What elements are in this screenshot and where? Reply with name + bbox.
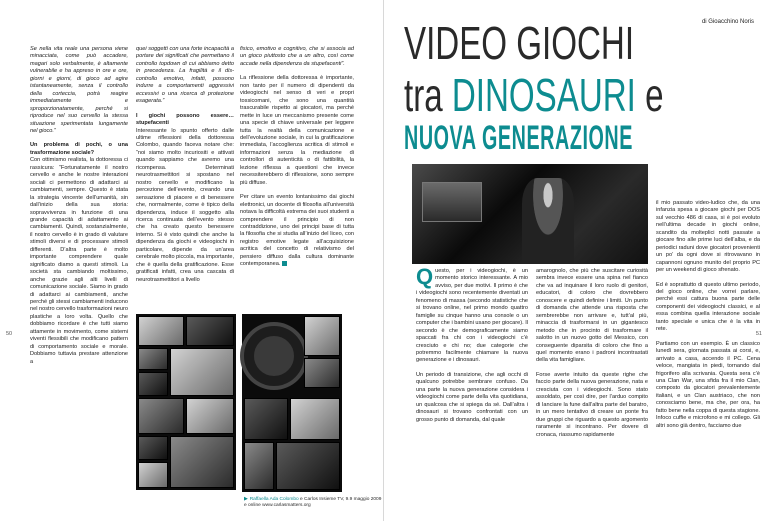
paragraph: Un periodo di transizione, che agli occhi di qualcuno potrebbe sembrare confuso. Da una parte la nuova generazione considera i videogiochi come parte della vita quotidiana, un qualcosa che si spiega da sé. Dall’altra i dinosauri si trovano confrontati con un grosso punto di domanda, dal quale [416, 371, 528, 423]
headset-image [244, 326, 304, 386]
drop-cap: Q [416, 268, 434, 289]
article-column-2 [136, 46, 234, 306]
caption-text: e Carlos Insieme TV, 9.9 maggio 2009 e online www.carlasmatters.org [244, 497, 382, 508]
paragraph: fisico, emotivo e cognitivo, che si associa ad un gioco piuttosto che a un altro, così come accade nella dipendenza da stupefacenti”. [240, 46, 354, 67]
paragraph: La riflessione della dottoressa è importante, non tanto per il numero di dipendenti da videogiochi nel senso di veri e propri tossicomani, che sono una quantità trascurabile rispetto ai giocatori, ma perché mette in luce un meccanismo presente come una specie di chiave universale per leggere tutta la realtà della comunicazione e dell’evoluzione sociale, in cui la gratificazione immediata, l’accoglienza acritica di stimoli e informazioni senza la mediazione di controllori di autenticità o di fattibilità, la lezione riflessa a questioni che invece necessiterebbero di riflessione, sono sempre più diffuse. [240, 75, 354, 186]
title-line-2 [404, 69, 664, 121]
caption-arrow-icon: ▶ [244, 497, 248, 502]
paragraph: amarognolo, che più che suscitare curiosità sembra invece essere una spina nel fianco che va ad inquinare il loro ruolo di genitori, educatori, di coloro che dovrebbero conoscere e quindi definire i limiti. Un punto di domanda che attende una risposta che sembrerebbe non arrivare e, tutt’al più, minaccia di trasformarsi in un gigantesco metodo che in procinto di trasformare il salotto in un nuovo gotto del Messico, con conseguente diparsita di coloro che fino a quel momento erano i padroni incontrastati della vita famigliare. [536, 268, 648, 364]
paragraph: Partiamo con un esempio. È un classico lunedì sera, giornata passata ai corsi, e, arrivato a casa, accendo il PC. Cena veloce, mangiata in piedi, tornando dal frigorifero alla scrivania. Questa sera c’è una Clan War, una sfida fra il mio Clan, composto da giocatori prevalentemente italiani, e un Clan austriaco, che non conosciamo bene, ma che, per ora, ha fatto bene nella coppa di questa stagione. Infoco cuffie e microfono e mi collego. Gli altri sono già dentro, facciamo due [656, 340, 760, 429]
person-image [522, 178, 574, 264]
right-page [384, 0, 768, 521]
title-line-3: NUOVA GENERAZIONE [404, 119, 633, 157]
end-mark-icon [282, 261, 287, 266]
title-word: tra [404, 69, 443, 121]
title-word: DINOSAURI [451, 69, 636, 121]
photo-collage-right [242, 314, 342, 492]
paragraph [240, 194, 354, 269]
photo-caption [244, 497, 383, 509]
article-column-6 [656, 200, 760, 514]
article-column-5 [536, 268, 648, 514]
paragraph: Interessante lo spunto offerto dalle ultime riflessioni della dottoressa Colombo, quando faceva notare che: “noi siamo molto incuriositi e attivati quando sappiamo che avremo una ricompensa. Determinati neurotrasmettitori si spostano nel nostro cervello e modificano la percezione dell’evento, creando una sensazione di piacere e di benessere che, normalmente, come è tipico della dipendenza, induce il soggetto alla ricerca continuata dell’evento stesso che ha creato questo benessere interno. Si è visto quindi che anche la dipendenza da giochi e videogiochi in particolare, dipende da un’area cerebrale molto piccola, ma importante, che è quella della gratificazione. Esse gratificati infatti, crea una cascata di neurotrasmettitori a livello [136, 127, 234, 283]
paragraph: Con ottimismo realista, la dottoressa ci rassicura: “Fortunatamente il nostro cervello e anche le nostre interazioni sociali ci permettono di adattarci ai cambiamenti, sempre. Questo è stata la strategia vincente dell’umanità, sin dall’inizio della sua storia: sopravvivenza in funzione di una grande capacità di adattamento ai cambiamenti. Quindi, sostanzialmente, il nostro cervello è in grado di valutare stimoli diversi e di processare stimoli differenti. D’altra parte è molto importante comprendere quale significato diamo a questi stimoli. La società sta cambiando moltissimo, anche grazie agli alti livelli di comunicazione sociale. Siamo in grado di adattarci ai cambiamenti, anche perché gli stessi cambiamenti inducono nel nostro cervello trasformazioni neuro plastiche a loro volta. Quello che dobbiamo ricordare è che tutti siamo attamente in movimento, come sistemi viventi flessibili che modificano pattern di comportamento sociale e morale. Dobbiamo tuttavia prestare attenzione a [30, 157, 128, 365]
article-column-4 [416, 268, 528, 514]
paragraph: il mio passato video-ludico che, da una infanzia spesa a giocare giochi per DOS sul vecchio 486 di casa, si è poi evoluto nell’ultima decade in giochi online, scandito da molteplici notti passate a giocare fino alle prime luci dell’alba, e da periodici raduni dove giocatori provenienti un po’ da ogni dove si ritrovavano in capannoni ognuno munito del proprio PC per un weekend di gioco sfrenato. [656, 200, 760, 274]
title-line-1: VIDEO GIOCHI [404, 17, 635, 69]
section-heading: I giochi possono essere… stupefacenti [136, 112, 234, 127]
photo-collage-left [136, 314, 236, 490]
byline: di Gioacchino Noris [701, 19, 754, 25]
paragraph-text: Per citare un evento lontanissimo dai giochi elettronici, un docente di filosofia all’università notava la difficoltà estrema dei suoi studenti a comprendere il principio di non contraddizione, uno dei principi base di tutta la filosofia che si studia all’inizio del liceo, con registro emotive legate all’acquisizione acritica del concetto di relativismo del pensiero diffuso dalla cultura dominante contemporanea. [240, 194, 354, 268]
paragraph: Ed è soprattutto di questo ultimo periodo, del gioco online, che vorrei parlare, perché essi cattura buona parte delle componenti dei videogiochi classici, e al essa combina quella interazione sociale tanto speciale e unica che è la vita in rete. [656, 281, 760, 333]
paragraph: Forse averte intuito da queste righe che faccio parte della nuova generazione, nata e cresciuta con i videogiochi. Sono stato assoldato, per così dire, per l’arduo compito di lanciare la fune dall’altra parte del baratro, in un mero tentativo di creare un ponte fra due gruppi che riguardo a questo argomento raramente si incontrano. Per dovere di cronaca, riassumo rapidamente [536, 371, 648, 438]
article-column-3 [240, 46, 354, 306]
title-word: e [645, 69, 664, 121]
monitor-image [422, 182, 482, 222]
page-number: 50 [6, 331, 13, 337]
article-column-1 [30, 46, 128, 516]
section-heading: Un problema di pochi, o una trasformazione sociale? [30, 142, 128, 156]
hero-photo [412, 164, 648, 264]
paragraph-text: uesto, per i videogiochi, è un momento storico interessante. A mio avviso, per due motivi. Il primo è che i videogiochi sono recentemente diventati un fenomeno di massa (secondo statistiche che si trovano online, nel primo mondo quattro famiglie su cinque hanno una console o un computer che i bambini usano per giocare). Il secondo è che demograficamente siamo spaccati fra chi con i videogiochi c’è cresciuto e chi no; due categorie che potremmo facilmente chiamare la nuova generazione e i dinosauri. [416, 268, 528, 364]
paragraph: Se nella vita reale una persona viene minacciata, come può accadere, magari solo verbalmente, è altamente vulnerabile e ha appreso in ore e ore, giorni e giorni, di gioco ad agire istantaneamente, senza il controllo della corteccia, potrà reagire immediatamente e sproporzionatamente, perché si riproduce nel suo cervello la stessa situazione sperimentata lungamente nel gioco.” [30, 46, 128, 134]
page-number: 51 [755, 331, 762, 337]
caption-name: Raffaella Ada Colombo [249, 497, 299, 502]
paragraph [416, 268, 528, 365]
paragraph: quei soggetti con una forte incapacità a portare dei significati che permettano il controllo topdown di cui abbiamo detto in precedenza. La fragilità e il dis-controllo emotivo, infatti, possono indurre a comportamenti aggressivi eccessivi o una ricerca di protezione esagerata.” [136, 46, 234, 105]
